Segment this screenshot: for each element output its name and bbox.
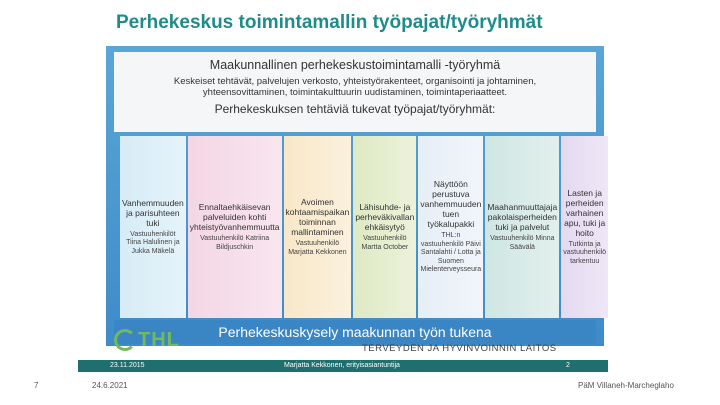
workshop-title: Näyttöön perustuva vanhemmuuden tuen työkalupakki (420, 179, 482, 230)
institute-name: TERVEYDEN JA HYVINVOINNIN LAITOS (362, 343, 557, 354)
workshop-owner: THL:n vastuuhenkilö Päivi Santalahti / Lotta ja Suomen Mielenterveysseura (420, 232, 482, 274)
workshop-column (188, 136, 282, 318)
workshop-title: Vanhemmuuden ja parisuhteen tuki (122, 197, 184, 228)
workshop-columns (120, 136, 607, 318)
workshop-title: Ennaltaehkäisevan palveluiden kohti yhteistyövanhemmuutta (189, 202, 280, 232)
slide (78, 0, 608, 372)
top-box-subheading: Perhekeskuksen tehtäviä tukevat työpajat/työryhmät: (214, 102, 496, 116)
top-box (114, 52, 596, 132)
page-date: 24.6.2021 (92, 381, 128, 390)
slide-footer-date: 23.11.2015 (110, 362, 145, 369)
page-author: PäM Villaneh-Marcheglaho (578, 381, 674, 390)
blue-panel (106, 46, 607, 346)
workshop-column (418, 136, 483, 318)
workshop-title: Avoimen kohtaamispaikan toiminnan mallintaminen (285, 197, 350, 237)
workshop-owner: Vastuuhenkilö Martta October (361, 235, 409, 251)
workshop-column (561, 136, 608, 318)
workshop-owner: Vastuuhenkilö Marjatta Kekkonen (288, 240, 347, 256)
workshop-column (485, 136, 559, 318)
workshop-column (353, 136, 416, 318)
workshop-owner: Vastuuhenkilö Minna Säävälä (490, 235, 555, 251)
workshop-owner: Vastuuhenkilöt Tiina Halulinen ja Jukka Mäkelä (126, 230, 180, 255)
workshop-title: Lasten ja perheiden varhainen apu, tuki ja hoito (564, 187, 606, 238)
thl-logo-mark-icon (114, 329, 136, 351)
top-box-heading: Maakunnallinen perhekeskustoimintamalli -työryhmä (209, 58, 501, 72)
bottom-banner: Perhekeskuskysely maakunnan työn tukena (114, 320, 596, 344)
workshop-column (284, 136, 352, 318)
workshop-title: Lähisuhde- ja perheväkivallan ehkäisytyö (355, 202, 415, 232)
slide-footer-bar (78, 360, 608, 372)
page-number: 7 (34, 381, 39, 390)
thl-logo (114, 326, 180, 354)
slide-footer-page: 2 (566, 362, 570, 369)
workshop-owner: Vastuuhenkilö Katriina Bildjuschkin (200, 235, 270, 251)
thl-logo-text: THL (138, 328, 180, 351)
workshop-owner: Tutkinta ja vastuuhenkilö tarkentuu (563, 240, 607, 265)
slide-title: Perhekeskus toimintamallin työpajat/työryhmät (116, 12, 543, 33)
workshop-column (120, 136, 186, 318)
workshop-title: Maahanmuuttajaja pakolaisperheiden tuki ja palvelut (487, 202, 558, 232)
slide-footer-author: Marjatta Kekkonen, erityisasiantuntija (284, 362, 400, 369)
top-box-text: Keskeiset tehtävät, palvelujen verkosto, yhteistyörakenteet, organisointi ja johtaminen, yhteensovittaminen, toimintakulttuurin uudistaminen, toimintaperiaatteet. (173, 76, 537, 98)
